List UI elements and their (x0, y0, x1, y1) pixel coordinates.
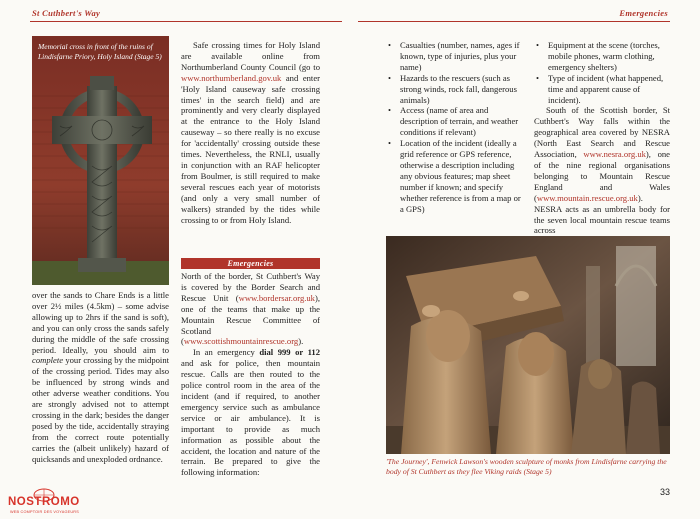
link-nesra[interactable]: www.nesra.org.uk (583, 149, 646, 160)
list-item: • Type of incident (what happened, time and apparent cause of incident). (534, 73, 670, 106)
list-item: • Casualties (number, names, ages if known, type of injuries, plus your name) (386, 40, 522, 73)
sculpture-photo (386, 236, 670, 454)
link-bordersar[interactable]: www.bordersar.org.uk (238, 292, 315, 303)
list-item: • Equipment at the scene (torches, mobile phones, warm clothing, emergency shelters) (534, 40, 670, 73)
nostromo-logo (2, 486, 86, 518)
list-item: • Location of the incident (ideally a grid reference or GPS reference, otherwise a description including any obvious features; map sheet number if known; and specify whether reference is from a map or a GPS) (386, 138, 522, 214)
text-column-1 (32, 290, 169, 465)
running-header-left: St Cuthbert's Way (32, 8, 101, 18)
photo-caption-sculpture: 'The Journey', Fenwick Lawson's wooden sculpture of monks from Lindisfarne carrying the body of St Cuthbert as they flee Viking raids (Stage 5) (386, 457, 667, 476)
memorial-cross-photo (32, 36, 169, 285)
running-header-right: Emergencies (619, 8, 668, 18)
paragraph: South of the Scottish border, St Cuthbert's Way falls within the geographical area covered by NESRA (North East Search and Rescue Association, www.nesra.org.uk), one of the nine regional organisations belonging to Mountain Rescue England and Wales (www.mountain.rescue.org.uk). NESRA acts as an umbrella body for the seven local mountain rescue teams across (534, 105, 670, 236)
text-column-3 (386, 40, 522, 215)
list-item: • Access (name of area and description of terrain, and weather conditions if relevant) (386, 105, 522, 138)
bullet-list (386, 40, 522, 215)
page-number: 33 (659, 487, 670, 497)
paragraph: over the sands to Chare Ends is a little over 2½ miles (4.5km) – some advise allowing up to 2hrs if the sand is soft), and you can only cross the sands safely during the middle of the safe crossing period. Ideally, you should aim to complete your crossing by the midpoint of the crossing period. Tides may also be influenced by strong winds and other adverse weather conditions. You are strongly advised not to attempt crossing in the dark; besides the danger posed by the tide, accidentally straying from the correct route potentially carries the (albeit unlikely) hazard of quicksands and unexploded ordnance. (32, 290, 169, 464)
text-column-4 (534, 40, 670, 236)
link-mountain-rescue[interactable]: www.mountain.rescue.org.uk (536, 192, 638, 203)
text-column-2b (181, 271, 320, 478)
photo-caption-cross: Memorial cross in front of the ruins of Lindisfarne Priory, Holy Island (Stage 5) (38, 42, 162, 61)
list-item: • Hazards to the rescuers (such as strong winds, rock fall, dangerous animals) (386, 73, 522, 106)
header-rule-right (358, 21, 670, 22)
paragraph: Safe crossing times for Holy Island are available online from Northumberland County Council (go to www.northumberland.gov.uk and enter 'Holy Island causeway safe crossing times' in the search field) and are prominently and very clearly displayed at the entrance to the Holy Island causeway – so there really is no excuse for 'accidentally' crossing outside these times. Nevertheless, the RNLI, usually in conjunction with an RAF helicopter from Boulmer, is still required to make several rescues each year of motorists (and only a very small number of walkers) stranded by the tides while crossing to or from Holy Island. (181, 40, 320, 225)
header-rule-left (30, 21, 342, 22)
link-scottish-mountain-rescue[interactable]: www.scottishmountainrescue.org (183, 336, 299, 347)
section-heading-emergencies: Emergencies (181, 258, 320, 269)
logo-wordmark: NOSTROMO (8, 496, 80, 508)
bullet-list (534, 40, 670, 105)
paragraph: In an emergency dial 999 or 112 and ask for police, then mountain rescue. Calls are then routed to the police control room in the area of the incident (and if required, to another emergency service such as ambulance service or air ambulance). It is important to provide as much information as possible about the accident, the location and nature of the terrain. Be prepared to give the following information: (181, 347, 320, 478)
text-column-2 (181, 40, 320, 225)
logo-tagline: WEB COMPTOIR DES VOYAGEURS (10, 510, 79, 514)
paragraph: North of the border, St Cuthbert's Way is covered by the Border Search and Rescue Unit (www.bordersar.org.uk), one of the teams that make up the Mountain Rescue Committee of Scotland (www.scottishmountainrescue.org). (181, 271, 320, 347)
link-northumberland[interactable]: www.northumberland.gov.uk (181, 72, 282, 83)
